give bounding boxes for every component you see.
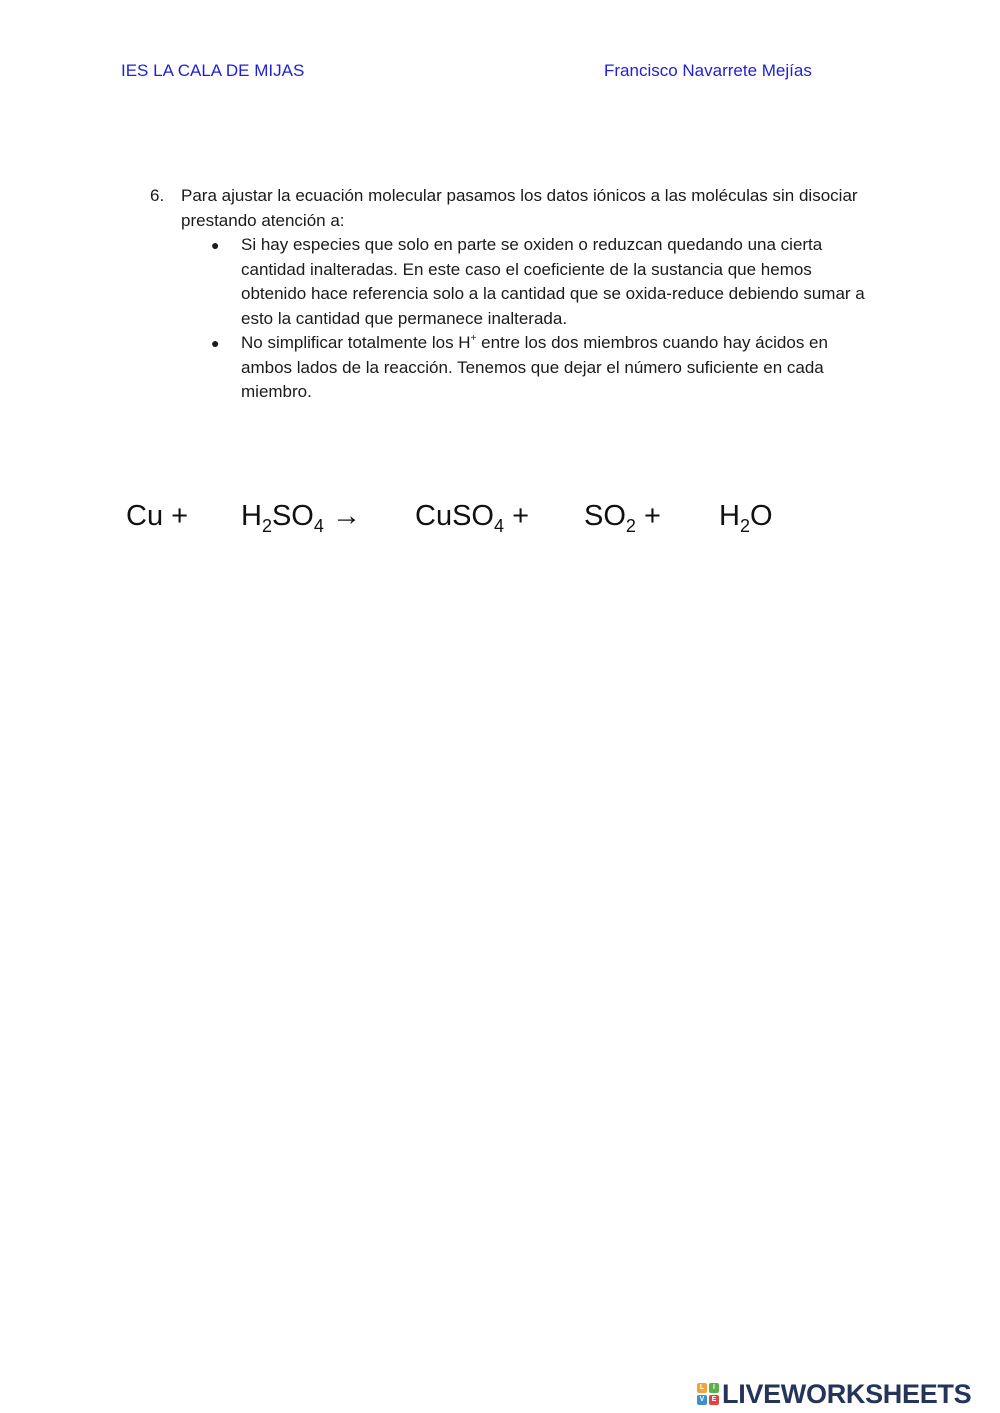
formula-part: SO <box>584 500 626 532</box>
operator: + <box>171 500 189 532</box>
bullet-item <box>211 331 890 405</box>
equation-term-h2so4 <box>241 500 361 536</box>
hydrogen-ion-charge: + <box>470 333 477 344</box>
numbered-item <box>150 184 890 233</box>
item-text: Para ajustar la ecuación molecular pasamos los datos iónicos a las moléculas sin disociar prestando atención a: <box>181 186 858 230</box>
subscript: 4 <box>493 516 504 536</box>
logo-letter-icon: V <box>697 1395 707 1405</box>
subscript: 2 <box>739 516 750 536</box>
brand-name: LIVEWORKSHEETS <box>722 1378 972 1409</box>
formula-part: CuSO <box>415 500 494 532</box>
reaction-arrow: → <box>331 500 361 532</box>
operator: + <box>512 500 529 532</box>
author-name: Francisco Navarrete Mejías <box>604 61 812 80</box>
bullet-text-part: entre los dos miembros cuando hay ácidos en ambos lados de la reacción. Tenemos que dejar el número suficiente en cada miembro. <box>241 333 828 401</box>
operator: + <box>643 500 661 532</box>
equation-term-cuso4 <box>415 500 529 536</box>
formula-part: SO <box>271 500 314 532</box>
logo-letter-icon: L <box>697 1383 707 1393</box>
logo-letter-icon: I <box>709 1383 719 1393</box>
bullet-icon: ● <box>211 335 220 351</box>
school-name: IES LA CALA DE MIJAS <box>121 61 305 80</box>
equation-term-cu <box>126 500 188 533</box>
subscript: 2 <box>625 516 636 536</box>
formula: Cu <box>126 500 164 532</box>
formula-part: H <box>719 500 740 532</box>
bullet-text-part: No simplificar totalmente los H <box>241 333 471 352</box>
subscript: 4 <box>313 516 324 536</box>
equation-term-so2 <box>584 500 661 536</box>
logo-letter-icon: E <box>709 1395 719 1405</box>
chemical-equation <box>0 500 1000 545</box>
formula-part: H <box>241 500 262 532</box>
bullet-list <box>150 233 890 405</box>
bullet-text <box>241 331 881 405</box>
formula-part: O <box>749 500 773 532</box>
liveworksheets-logo <box>697 1378 971 1410</box>
bullet-item <box>211 233 890 331</box>
bullet-text: Si hay especies que solo en parte se oxiden o reduzcan quedando una cierta cantidad inalteradas. En este caso el coeficiente de la sustancia que hemos obtenido hace referencia solo a la cantidad que se oxida-reduce debiendo sumar a esto la cantidad que permanece inalterada. <box>241 235 865 328</box>
subscript: 2 <box>261 516 272 536</box>
instruction-block <box>150 184 890 405</box>
item-number: 6. <box>150 186 165 205</box>
bullet-icon: ● <box>211 237 220 253</box>
equation-term-h2o <box>719 500 773 536</box>
logo-mark-icon <box>697 1383 719 1405</box>
